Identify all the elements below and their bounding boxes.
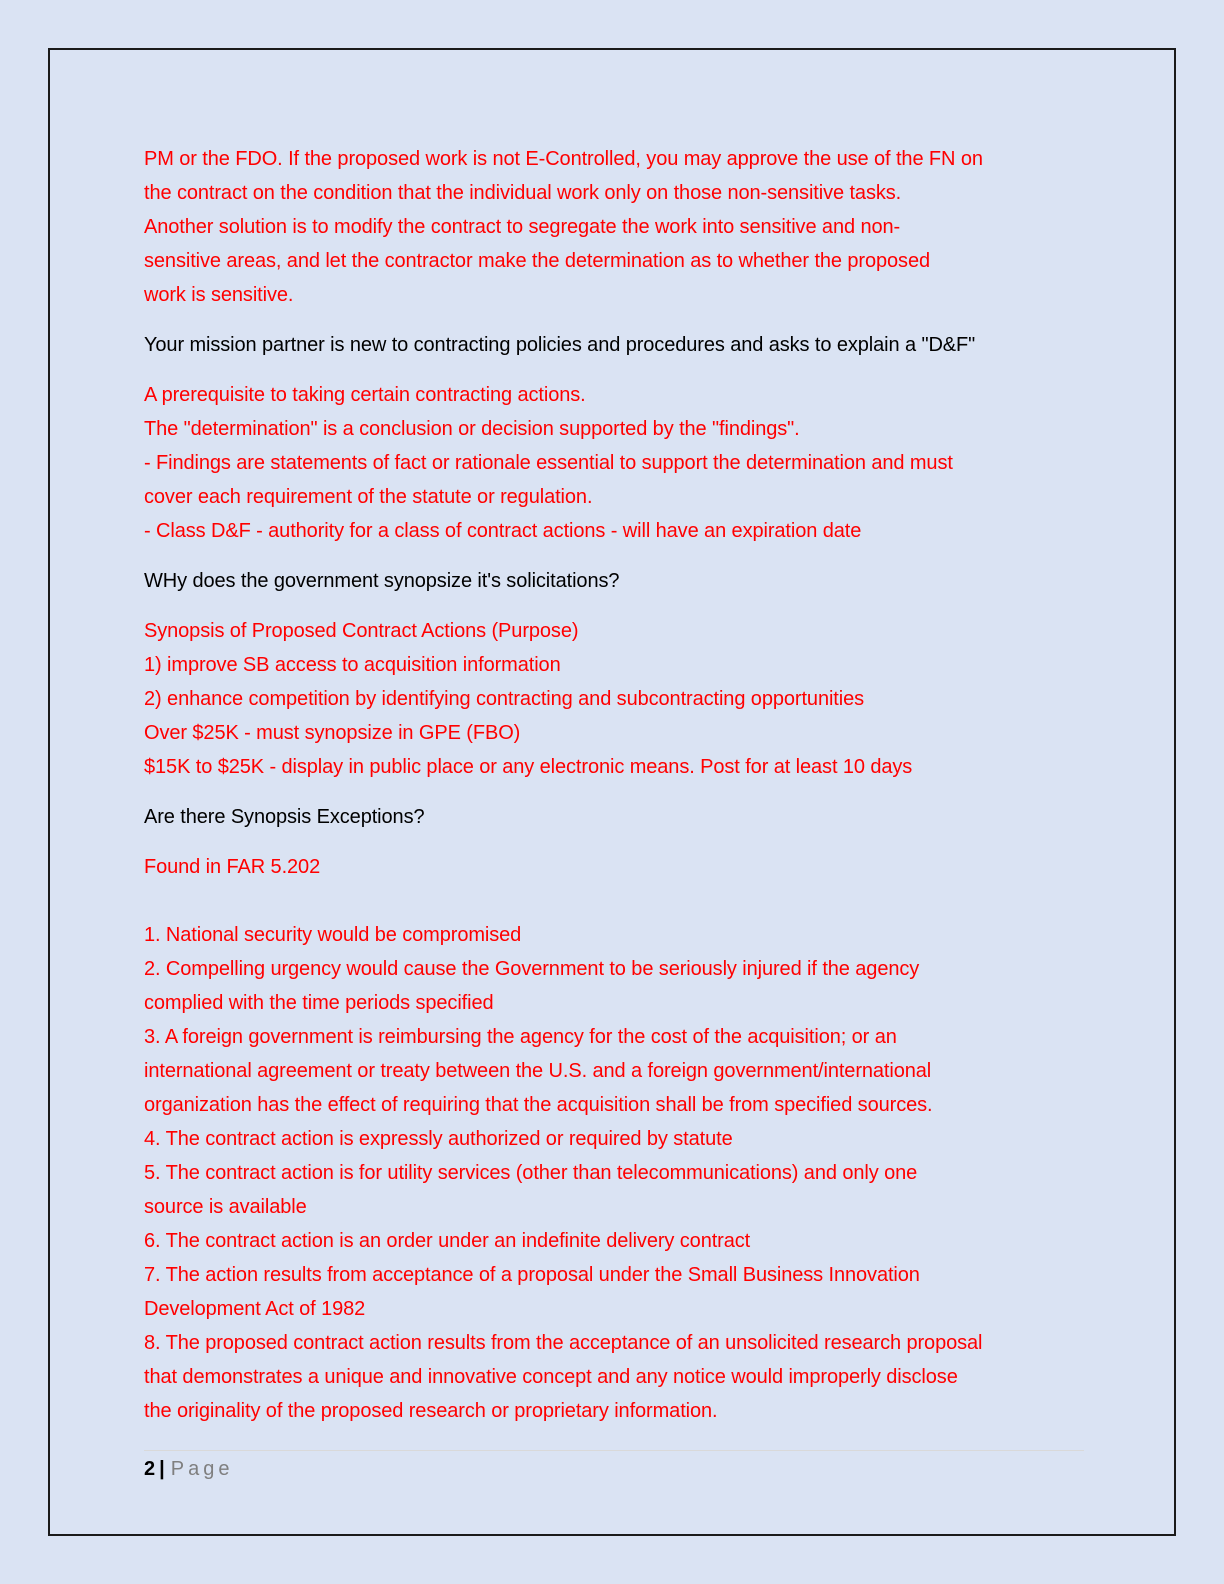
- exception-line: complied with the time periods specified: [144, 992, 494, 1014]
- footer-divider: [144, 1450, 1084, 1451]
- exception-line: 1. National security would be compromised: [144, 924, 522, 946]
- page-label: Page: [170, 1458, 234, 1480]
- text-line: - Findings are statements of fact or rationale essential to support the determination and must: [144, 452, 953, 474]
- exception-line: 6. The contract action is an order under an indefinite delivery contract: [144, 1230, 751, 1252]
- question-text: WHy does the government synopsize it's solicitations?: [144, 570, 620, 592]
- text-line: cover each requirement of the statute or regulation.: [144, 486, 593, 508]
- answer-synopsis: [144, 614, 1079, 784]
- text-line: Another solution is to modify the contract to segregate the work into sensitive and non-: [144, 216, 901, 238]
- exception-line: 7. The action results from acceptance of a proposal under the Small Business Innovation: [144, 1264, 920, 1286]
- question-df: [144, 328, 1079, 362]
- text-line: Over $25K - must synopsize in GPE (FBO): [144, 722, 521, 744]
- text-line: 1) improve SB access to acquisition information: [144, 654, 561, 676]
- exception-line: that demonstrates a unique and innovative concept and any notice would improperly disclose: [144, 1366, 958, 1388]
- exception-line: the originality of the proposed research or proprietary information.: [144, 1400, 718, 1422]
- exception-line: 8. The proposed contract action results from the acceptance of an unsolicited research proposal: [144, 1332, 983, 1354]
- text-line: - Class D&F - authority for a class of contract actions - will have an expiration date: [144, 520, 862, 542]
- text-line: A prerequisite to taking certain contracting actions.: [144, 384, 586, 406]
- exception-line: Development Act of 1982: [144, 1298, 366, 1320]
- exception-line: 3. A foreign government is reimbursing the agency for the cost of the acquisition; or an: [144, 1026, 897, 1048]
- answer-df: [144, 378, 1079, 548]
- far-reference: Found in FAR 5.202: [144, 856, 321, 878]
- text-line: PM or the FDO. If the proposed work is not E-Controlled, you may approve the use of the FN on: [144, 148, 983, 170]
- document-body: [144, 142, 1079, 1444]
- page-number: 2: [144, 1458, 156, 1480]
- exception-line: 5. The contract action is for utility services (other than telecommunications) and only one: [144, 1162, 918, 1184]
- exception-line: international agreement or treaty between the U.S. and a foreign government/international: [144, 1060, 932, 1082]
- question-exceptions: [144, 800, 1079, 834]
- question-text: Are there Synopsis Exceptions?: [144, 806, 425, 828]
- exception-line: 4. The contract action is expressly authorized or required by statute: [144, 1128, 733, 1150]
- text-line: The "determination" is a conclusion or decision supported by the "findings".: [144, 418, 800, 440]
- exception-line: source is available: [144, 1196, 307, 1218]
- exception-line: organization has the effect of requiring that the acquisition shall be from specified sources.: [144, 1094, 933, 1116]
- question-text: Your mission partner is new to contracting policies and procedures and asks to explain a "D&F": [144, 334, 976, 356]
- answer-exceptions: [144, 850, 1079, 1428]
- text-line: 2) enhance competition by identifying contracting and subcontracting opportunities: [144, 688, 865, 710]
- text-line: sensitive areas, and let the contractor make the determination as to whether the proposed: [144, 250, 931, 272]
- question-synopsis: [144, 564, 1079, 598]
- text-line: work is sensitive.: [144, 284, 294, 306]
- exception-line: 2. Compelling urgency would cause the Government to be seriously injured if the agency: [144, 958, 920, 980]
- blank-line: [144, 884, 1079, 918]
- text-line: $15K to $25K - display in public place or any electronic means. Post for at least 10 days: [144, 756, 913, 778]
- page-footer: [144, 1452, 233, 1486]
- text-line: Synopsis of Proposed Contract Actions (Purpose): [144, 620, 579, 642]
- text-line: the contract on the condition that the individual work only on those non-sensitive tasks.: [144, 182, 902, 204]
- answer-continued: [144, 142, 1079, 312]
- footer-separator: |: [159, 1458, 165, 1480]
